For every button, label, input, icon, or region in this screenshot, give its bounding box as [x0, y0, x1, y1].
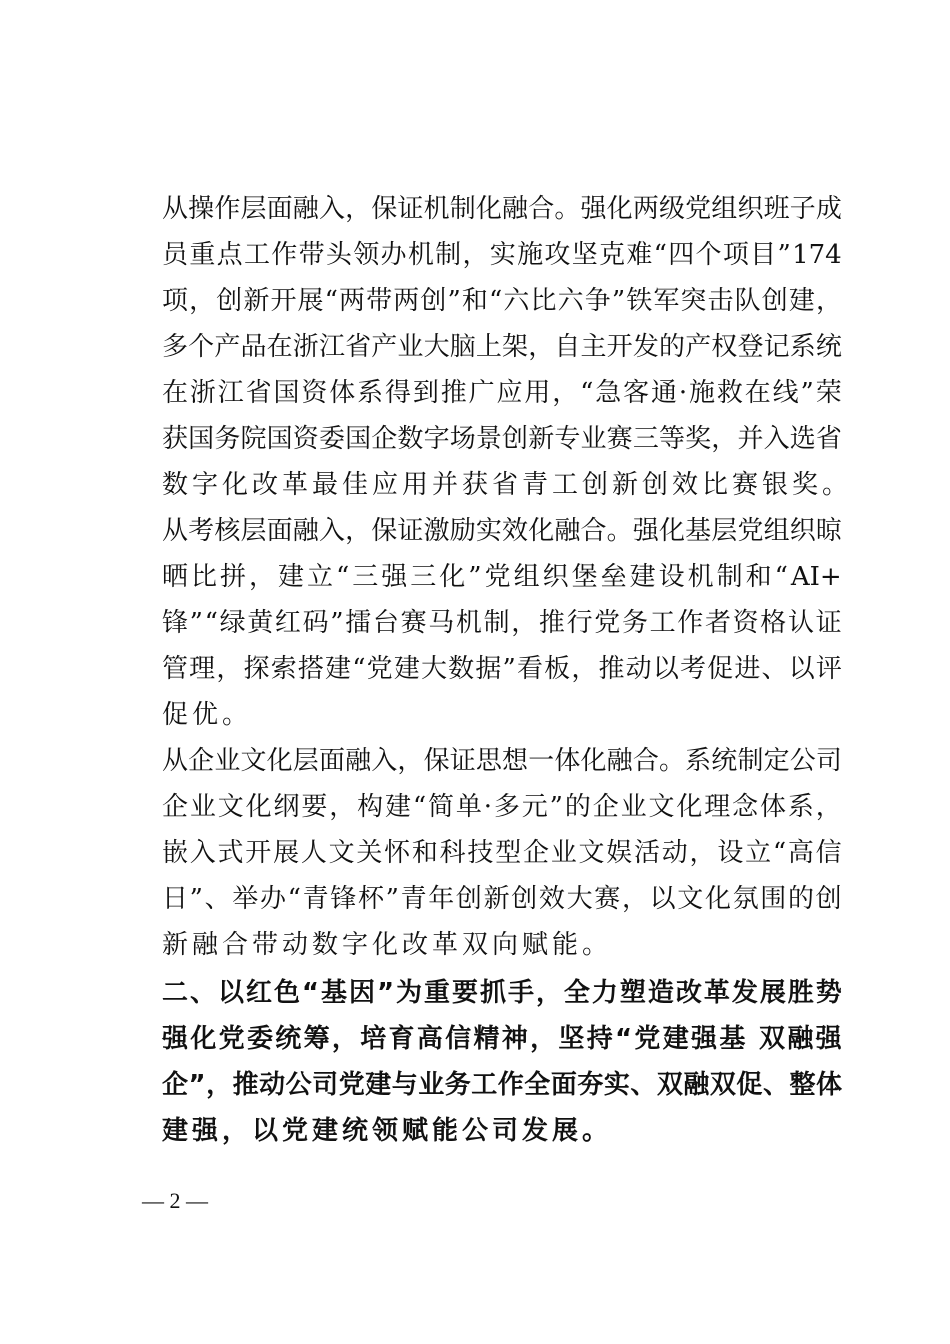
paragraph-operation-level-line: 数字化改革最佳应用并获省青工创新创效比赛银奖。 — [162, 470, 853, 500]
paragraph-assessment-level-line: 锋 ” “ 绿 黄 红 码 ” 擂 台 赛 马 机 制 ， 推 行 党 务 工 作 者 资 格 认 证 — [162, 608, 842, 638]
paragraph-culture-level-line: 企 业 文 化 纲 要 ， 构 建 “ 简 单 · 多 元 ” 的 企 业 文 化 理 念 体 系 ， — [162, 792, 842, 822]
paragraph-operation-level-line: 从 操 作 层 面 融 入 ， 保 证 机 制 化 融 合 。 强 化 两 级 党 组 织 班 子 成 — [162, 194, 842, 224]
section-heading-2-line: 二 、 以 红 色 “ 基 因 ” 为 重 要 抓 手 ， 全 力 塑 造 改 革 发 展 胜 势 — [162, 978, 842, 1008]
paragraph-assessment-level-line: 从 考 核 层 面 融 入 ， 保 证 激 励 实 效 化 融 合 。 强 化 基 层 党 组 织 晾 — [162, 516, 842, 546]
paragraph-party-committee-line: 强 化 党 委 统 筹 ， 培 育 高 信 精 神 ， 坚 持 “ 党 建 强 基 双 融 强 — [162, 1024, 842, 1054]
paragraph-culture-level-line: 日 ” 、 举 办 “ 青 锋 杯 ” 青 年 创 新 创 效 大 赛 ， 以 文 化 氛 围 的 创 — [162, 884, 842, 914]
paragraph-party-committee-line: 建强，以党建统领赋能公司发展。 — [162, 1116, 613, 1146]
paragraph-operation-level-line: 多 个 产 品 在 浙 江 省 产 业 大 脑 上 架 ， 自 主 开 发 的 产 权 登 记 系 统 — [162, 332, 842, 362]
paragraph-assessment-level-line: 管 理 ， 探 索 搭 建 “ 党 建 大 数 据 ” 看 板 ， 推 动 以 考 促 进 、 以 评 — [162, 654, 842, 684]
paragraph-operation-level-line: 员 重 点 工 作 带 头 领 办 机 制 ， 实 施 攻 坚 克 难 “ 四 个 项 目 ” 174 — [162, 240, 842, 270]
paragraph-assessment-level-line: 促优。 — [162, 700, 253, 730]
paragraph-party-committee-line: 企 ” ， 推 动 公 司 党 建 与 业 务 工 作 全 面 夯 实 、 双 融 双 促 、 整 体 — [162, 1070, 842, 1100]
paragraph-assessment-level-line: 晒 比 拼 ， 建 立 “ 三 强 三 化 ” 党 组 织 堡 垒 建 设 机 制 和 “ AI+ — [162, 562, 842, 592]
paragraph-operation-level-line: 项 ， 创 新 开 展 “ 两 带 两 创 ” 和 “ 六 比 六 争 ” 铁 军 突 击 队 创 建 ， — [162, 286, 842, 316]
paragraph-operation-level-line: 在 浙 江 省 国 资 体 系 得 到 推 广 应 用 ， “ 急 客 通 · 施 救 在 线 ” 荣 — [162, 378, 842, 408]
page-number: — 2 — — [142, 1188, 208, 1213]
paragraph-operation-level-line: 获 国 务 院 国 资 委 国 企 数 字 场 景 创 新 专 业 赛 三 等 奖 ， 并 入 选 省 — [162, 424, 842, 454]
paragraph-culture-level-line: 从 企 业 文 化 层 面 融 入 ， 保 证 思 想 一 体 化 融 合 。 系 统 制 定 公 司 — [162, 746, 842, 776]
paragraph-culture-level-line: 新融合带动数字化改革双向赋能。 — [162, 930, 613, 960]
paragraph-culture-level-line: 嵌 入 式 开 展 人 文 关 怀 和 科 技 型 企 业 文 娱 活 动 ， 设 立 “ 高 信 — [162, 838, 842, 868]
